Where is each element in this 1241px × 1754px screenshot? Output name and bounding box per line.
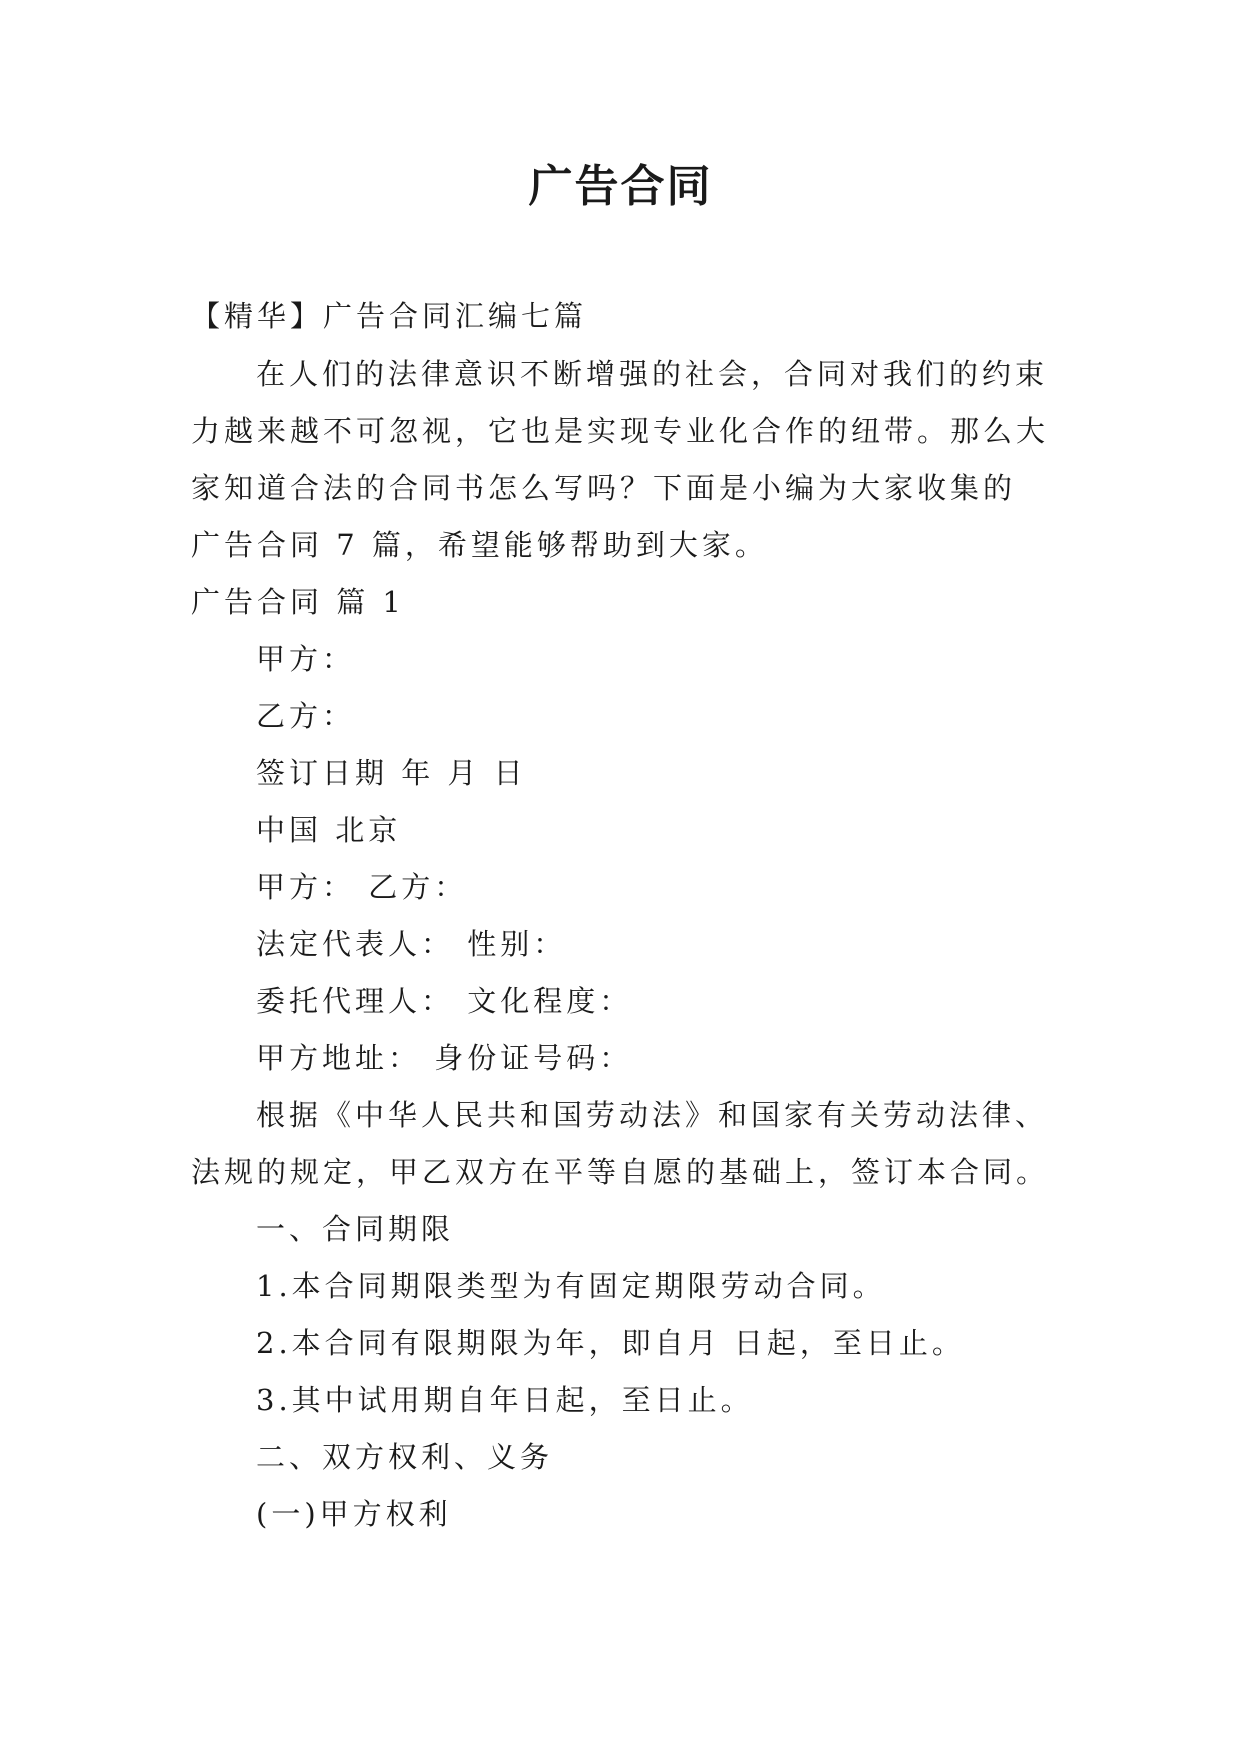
party-b-field: 乙方： <box>256 699 356 733</box>
intro-paragraph-line: 家知道合法的合同书怎么写吗？下面是小编为大家收集的 <box>191 471 1017 505</box>
parties-field: 甲方： 乙方： <box>256 870 468 904</box>
clause-heading: 一、合同期限 <box>256 1212 455 1246</box>
address-field: 甲方地址： 身份证号码： <box>256 1041 633 1075</box>
intro-paragraph-line: 力越来越不可忽视，它也是实现专业化合作的纽带。那么大 <box>191 414 1050 448</box>
location-field: 中国 北京 <box>256 813 402 847</box>
intro-paragraph-line: 广告合同 7 篇，希望能够帮助到大家。 <box>191 528 768 562</box>
clause-heading: 二、双方权利、义务 <box>256 1440 554 1474</box>
legal-rep-field: 法定代表人： 性别： <box>256 927 567 961</box>
clause-item: 3.其中试用期自年日起，至日止。 <box>256 1383 754 1417</box>
agent-field: 委托代理人： 文化程度： <box>256 984 633 1018</box>
sub-clause-heading: (一)甲方权利 <box>256 1497 452 1531</box>
clause-item: 1.本合同期限类型为有固定期限劳动合同。 <box>256 1269 886 1303</box>
preamble-line: 根据《中华人民共和国劳动法》和国家有关劳动法律、 <box>256 1098 1049 1132</box>
intro-paragraph-line: 在人们的法律意识不断增强的社会，合同对我们的约束 <box>256 357 1049 391</box>
party-a-field: 甲方： <box>256 642 356 676</box>
section-heading: 广告合同 篇 1 <box>191 585 405 619</box>
signing-date-field: 签订日期 年 月 日 <box>256 756 527 790</box>
preamble-line: 法规的规定，甲乙双方在平等自愿的基础上，签订本合同。 <box>191 1155 1050 1189</box>
doc-heading: 【精华】广告合同汇编七篇 <box>191 299 588 333</box>
clause-item: 2.本合同有限期限为年，即自月 日起，至日止。 <box>256 1326 965 1360</box>
document-title: 广告合同 <box>528 161 713 212</box>
